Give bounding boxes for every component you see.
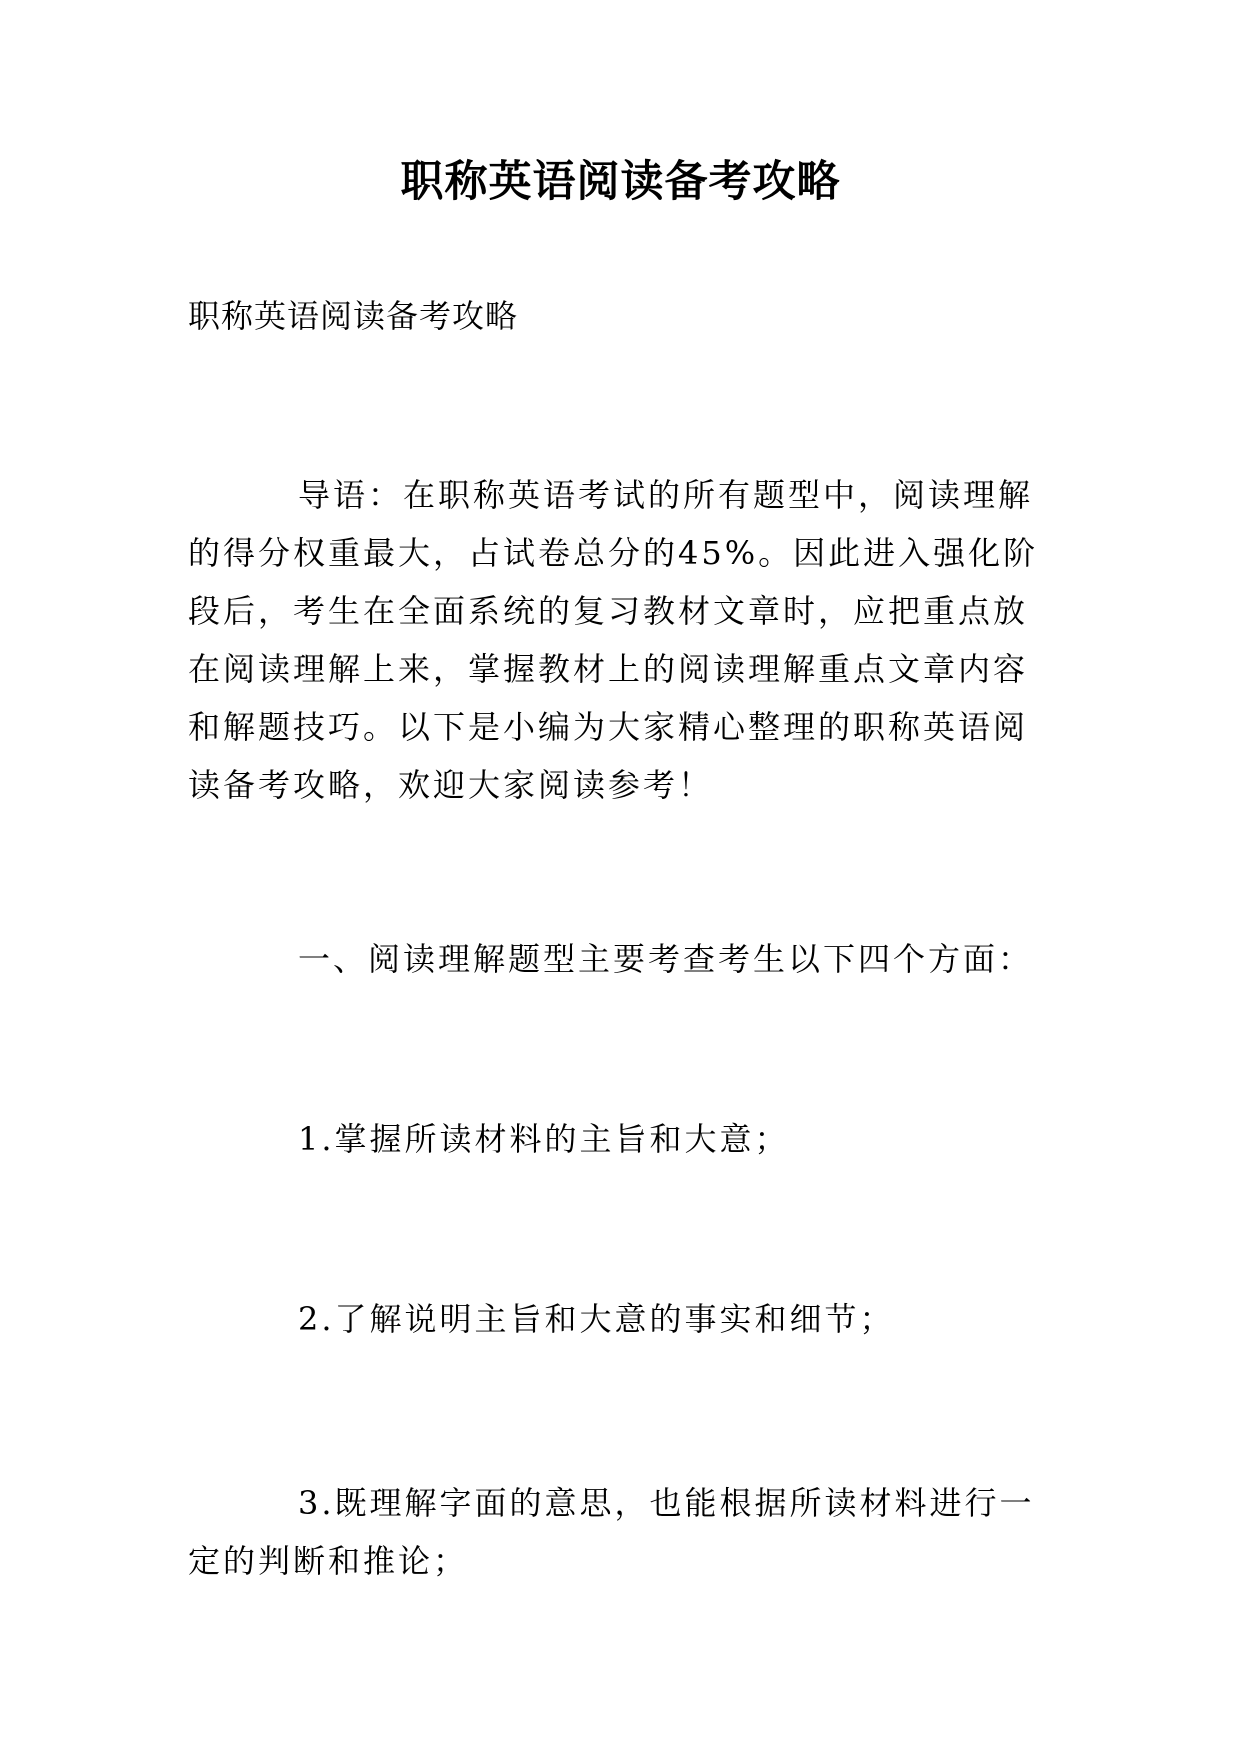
intro-paragraph: 导语：在职称英语考试的所有题型中，阅读理解的得分权重最大，占试卷总分的45%。因此进入强化阶段后，考生在全面系统的复习教材文章时，应把重点放在阅读理解上来，掌握教材上的阅读理解重点文章内容和解题技巧。以下是小编为大家精心整理的职称英语阅读备考攻略，欢迎大家阅读参考！ [188, 476, 1039, 804]
section-heading: 一、阅读理解题型主要考查考生以下四个方面： [298, 940, 1034, 978]
document-title: 职称英语阅读备考攻略 [400, 157, 841, 207]
document-subtitle: 职称英语阅读备考攻略 [188, 297, 519, 335]
list-item: 3.既理解字面的意思，也能根据所读材料进行一定的判断和推论； [188, 1484, 1035, 1580]
list-item: 1.掌握所读材料的主旨和大意； [298, 1120, 790, 1158]
list-item: 2.了解说明主旨和大意的事实和细节； [298, 1300, 895, 1338]
